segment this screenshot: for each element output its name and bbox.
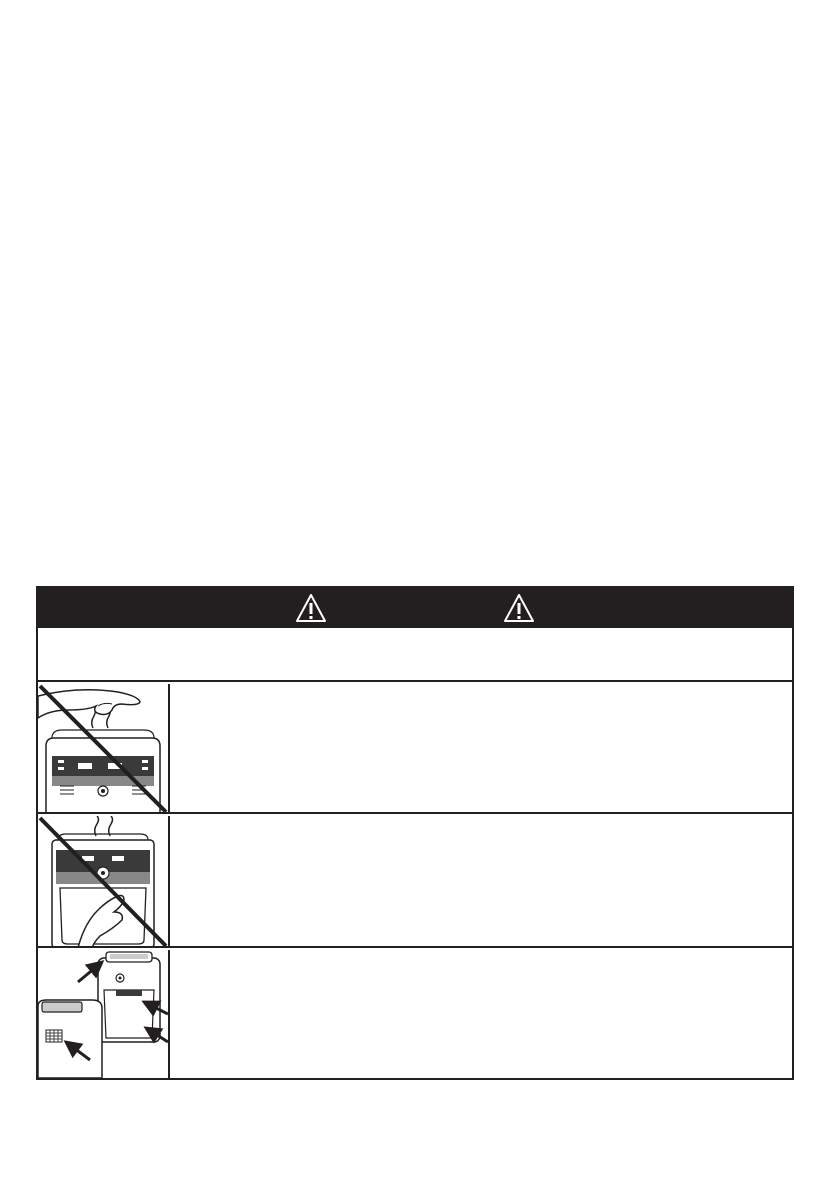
warning-triangle-icon (503, 593, 535, 623)
warning-box (36, 586, 794, 1080)
illustration-hot-surfaces (38, 950, 170, 1078)
warning-header-bar (38, 588, 792, 628)
warning-intro (38, 628, 792, 682)
warning-row (38, 950, 792, 1078)
warning-header-text (98, 588, 732, 628)
illustration-hand-on-hot-basket (38, 816, 170, 946)
warning-row (38, 684, 792, 814)
illustration-hand-over-steam-vent (38, 684, 170, 812)
warning-row (38, 816, 792, 948)
